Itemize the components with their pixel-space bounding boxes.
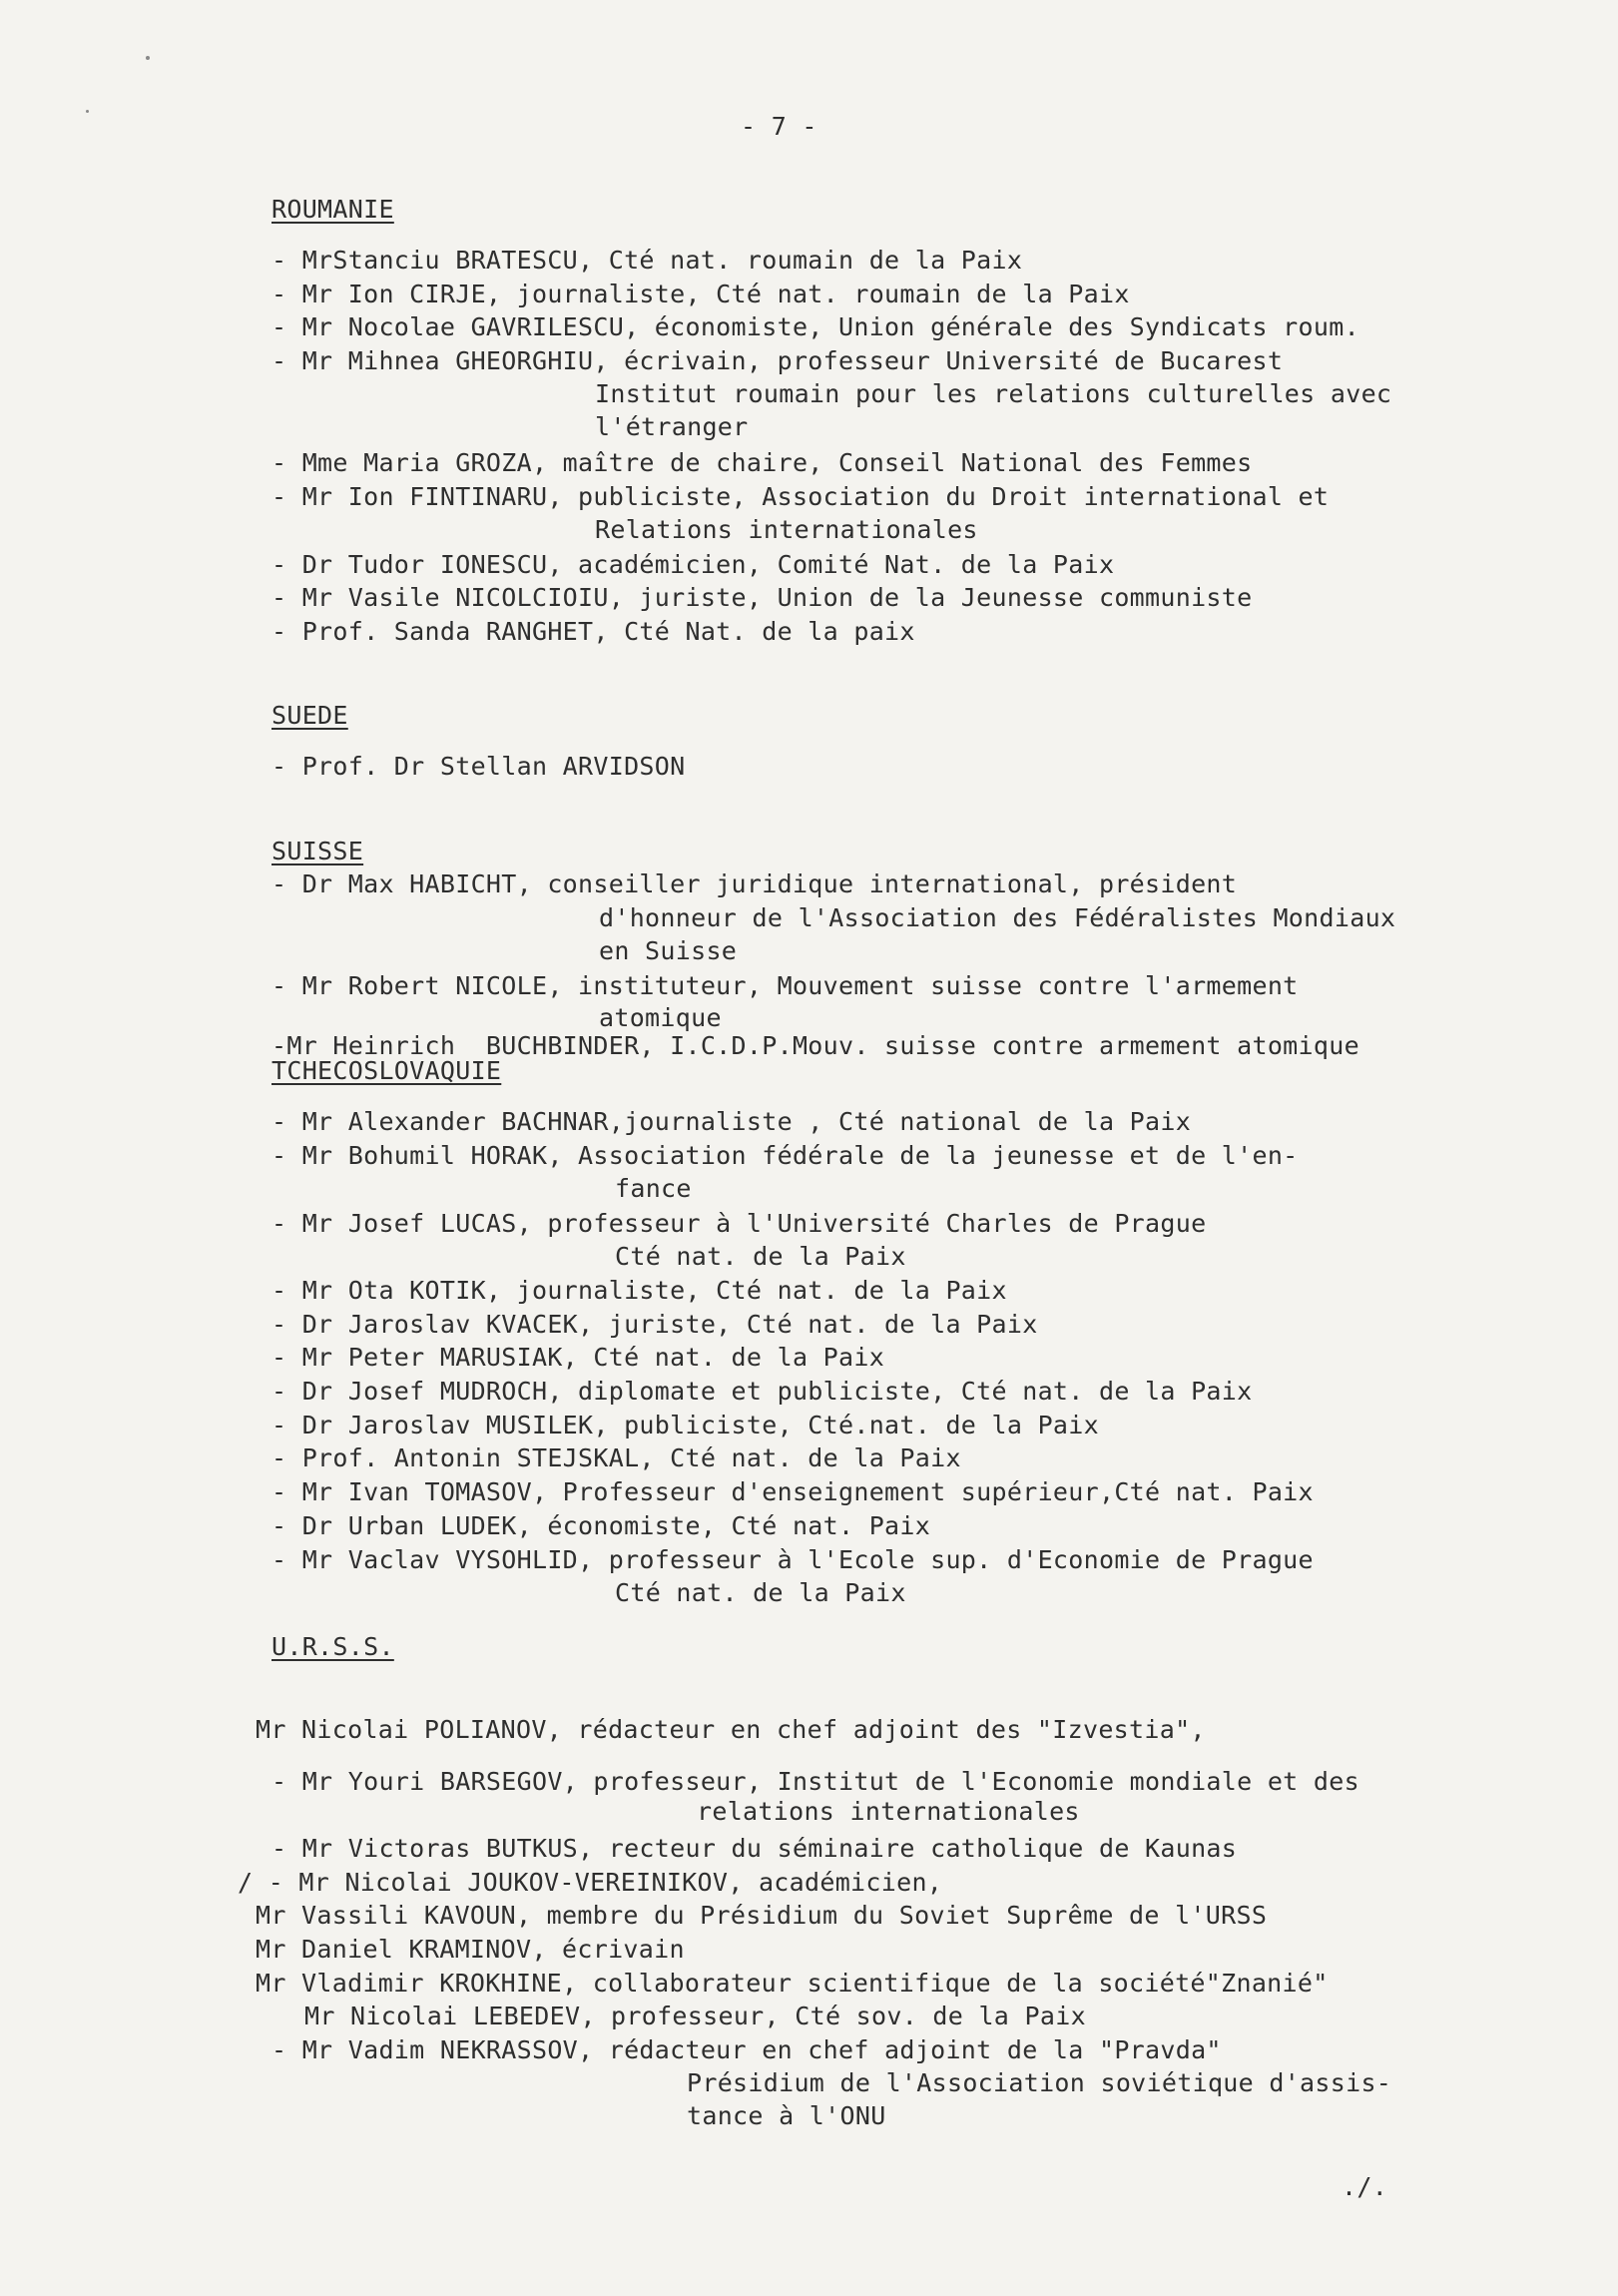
list-item: - Mr Peter MARUSIAK, Cté nat. de la Paix [271, 1343, 885, 1372]
section-title-tchecoslovaquie: TCHECOSLOVAQUIE [271, 1056, 502, 1085]
list-item: - Mr Ota KOTIK, journaliste, Cté nat. de la Paix [271, 1276, 1007, 1305]
list-item: Mr Nicolai LEBEDEV, professeur, Cté sov. de la Paix [304, 2002, 1086, 2030]
list-item-continuation: relations internationales [697, 1797, 1080, 1826]
list-item-continuation: l'étranger [595, 412, 749, 441]
list-item: - Prof. Sanda RANGHET, Cté Nat. de la paix [271, 617, 915, 646]
list-item: - Mr Ion CIRJE, journaliste, Cté nat. roumain de la Paix [271, 280, 1130, 308]
list-item: - Mr Ion FINTINARU, publiciste, Association du Droit international et [271, 482, 1330, 511]
list-item: - Mr Vaclav VYSOHLID, professeur à l'Ecole sup. d'Economie de Prague [271, 1545, 1314, 1574]
list-item: - Mr Bohumil HORAK, Association fédérale de la jeunesse et de l'en- [271, 1141, 1299, 1170]
section-title-roumanie: ROUMANIE [271, 195, 394, 224]
list-item: - Mr Nocolae GAVRILESCU, économiste, Union générale des Syndicats roum. [271, 312, 1359, 341]
list-item: - Dr Josef MUDROCH, diplomate et publiciste, Cté nat. de la Paix [271, 1377, 1253, 1406]
list-item: - Mr Alexander BACHNAR,journaliste , Cté national de la Paix [271, 1107, 1192, 1136]
list-item: - Dr Max HABICHT, conseiller juridique international, président [271, 869, 1238, 898]
list-item: -Mr Heinrich BUCHBINDER, I.C.D.P.Mouv. suisse contre armement atomique [271, 1031, 1359, 1060]
list-item: - Mr Vadim NEKRASSOV, rédacteur en chef adjoint de la "Pravda" [271, 2035, 1222, 2064]
list-item: - Mr Victoras BUTKUS, recteur du séminaire catholique de Kaunas [271, 1834, 1238, 1863]
list-item: - Prof. Dr Stellan ARVIDSON [271, 752, 686, 781]
list-item: - MrStanciu BRATESCU, Cté nat. roumain de la Paix [271, 246, 1023, 275]
section-title-suede: SUEDE [271, 701, 348, 730]
list-item-continuation: Cté nat. de la Paix [615, 1578, 906, 1607]
section-title-urss: U.R.S.S. [271, 1632, 394, 1661]
list-item: - Mr Mihnea GHEORGHIU, écrivain, professeur Université de Bucarest [271, 346, 1284, 375]
list-item: - Dr Tudor IONESCU, académicien, Comité Nat. de la Paix [271, 550, 1115, 579]
list-item: - Mme Maria GROZA, maître de chaire, Conseil National des Femmes [271, 448, 1253, 477]
list-item-continuation: en Suisse [599, 936, 738, 965]
list-item: - Mr Vasile NICOLCIOIU, juriste, Union de la Jeunesse communiste [271, 583, 1253, 612]
list-item-continuation: Relations internationales [595, 515, 978, 544]
list-item-continuation: d'honneur de l'Association des Fédéralistes Mondiaux [599, 903, 1396, 932]
list-item: Mr Vladimir KROKHINE, collaborateur scientifique de la société"Znanié" [256, 1969, 1329, 1998]
list-item: Mr Daniel KRAMINOV, écrivain [256, 1935, 685, 1964]
list-item: - Dr Urban LUDEK, économiste, Cté nat. Paix [271, 1511, 931, 1540]
page-number: - 7 - [741, 112, 817, 141]
list-item: / - Mr Nicolai JOUKOV-VEREINIKOV, académicien, [238, 1868, 943, 1897]
list-item-continuation: Institut roumain pour les relations culturelles avec [595, 379, 1392, 408]
section-title-suisse: SUISSE [271, 837, 364, 865]
list-item: Mr Nicolai POLIANOV, rédacteur en chef adjoint des "Izvestia", [256, 1715, 1206, 1744]
list-item-continuation: Cté nat. de la Paix [615, 1242, 906, 1271]
list-item: - Prof. Antonin STEJSKAL, Cté nat. de la Paix [271, 1443, 961, 1472]
list-item-continuation: tance à l'ONU [687, 2101, 886, 2130]
continuation-mark: ./. [1342, 2172, 1388, 2201]
list-item: Mr Vassili KAVOUN, membre du Présidium du Soviet Suprême de l'URSS [256, 1901, 1268, 1930]
list-item: - Mr Josef LUCAS, professeur à l'Université Charles de Prague [271, 1209, 1207, 1238]
list-item-continuation: fance [615, 1174, 692, 1203]
list-item-continuation: atomique [599, 1003, 722, 1032]
paper-speck [146, 56, 150, 60]
list-item: - Dr Jaroslav MUSILEK, publiciste, Cté.nat. de la Paix [271, 1411, 1099, 1439]
paper-speck [86, 110, 89, 113]
list-item: - Mr Ivan TOMASOV, Professeur d'enseignement supérieur,Cté nat. Paix [271, 1477, 1314, 1506]
list-item: - Mr Youri BARSEGOV, professeur, Institut de l'Economie mondiale et des [271, 1767, 1359, 1796]
list-item: - Dr Jaroslav KVACEK, juriste, Cté nat. de la Paix [271, 1310, 1038, 1339]
list-item: - Mr Robert NICOLE, instituteur, Mouvement suisse contre l'armement [271, 971, 1299, 1000]
list-item-continuation: Présidium de l'Association soviétique d'assis- [687, 2068, 1392, 2097]
